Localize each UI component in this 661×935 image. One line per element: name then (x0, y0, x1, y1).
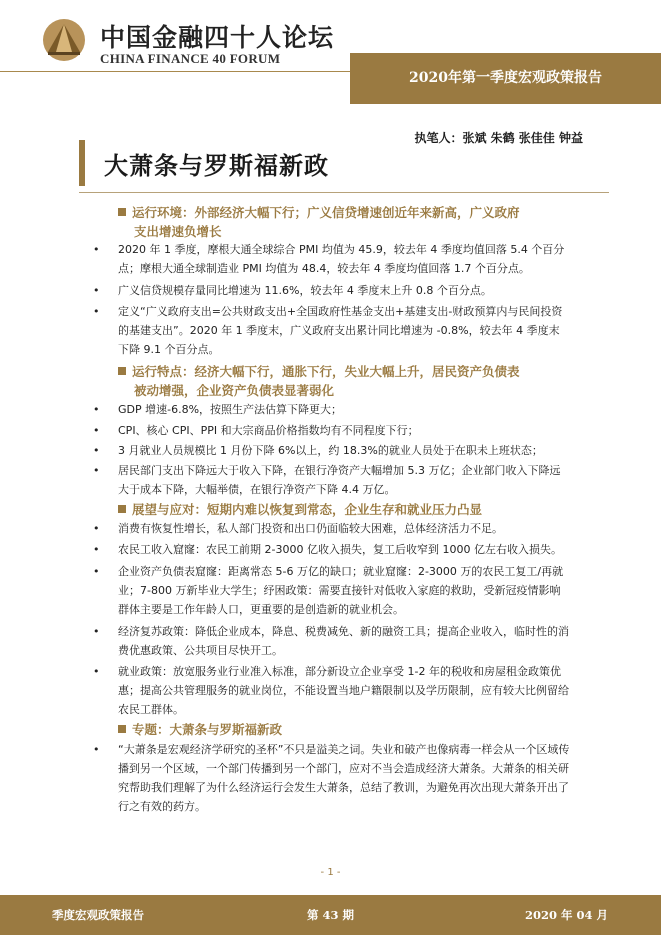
footer-issue: 第 43 期 (306, 908, 354, 922)
bullet-icon: • (93, 743, 100, 756)
list-item-text: 3 月就业人员规模比 1 月份下降 6%以上，约 18.3%的就业人员处于在职未上班状态； (118, 444, 543, 457)
list-item-text: 企业资产负债表窟窿：距离常态 5-6 万亿的缺口；就业窟窿：2-3000 万的农民工复工/再就业；7-800 万新毕业大学生；纾困政策：需要直接针对低收入家庭的救助，受新冠疫情影响群体主要是工作年龄人口，更重要的是创造新的就业机会。 (118, 565, 564, 616)
bullet-icon: • (93, 243, 100, 256)
bullet-icon: • (93, 522, 100, 535)
list-item-text: 经济复苏政策：降低企业成本，降息、税费减免、新的融资工具；提高企业收入，临时性的消费优惠政策、公共项目尽快开工。 (118, 625, 569, 657)
section-heading-text: 被动增强，企业资产负债表显著弱化 (134, 383, 335, 398)
list-item (93, 662, 570, 719)
list-item (93, 740, 570, 816)
square-bullet-icon (118, 367, 126, 375)
list-item (93, 519, 570, 538)
section-heading-text: 支出增速负增长 (134, 224, 222, 239)
bullet-icon: • (93, 305, 100, 318)
bullet-icon: • (93, 403, 100, 416)
list-item (93, 400, 570, 419)
section-heading (118, 720, 588, 739)
logo-chinese-name: 中国金融四十人论坛 (100, 23, 335, 52)
page-number: - 1 - (320, 867, 341, 878)
bullet-icon: • (93, 543, 100, 556)
list-item-text: 农民工收入窟窿：农民工前期 2-3000 亿收入损失，复工后收窄到 1000 亿左右收入损失。 (118, 543, 562, 556)
list-item-text: 居民部门支出下降远大于收入下降，在银行净资产大幅增加 5.3 万亿；企业部门收入下降远大于成本下降，大幅举债，在银行净资产下降 4.4 万亿。 (118, 464, 561, 496)
list-item-text: 就业政策：放宽服务业行业准入标准，部分新设立企业享受 1-2 年的税收和房屋租金政策优惠；提高公共管理服务的就业岗位，不能设置当地户籍限制以及学历限制，应有较大比例留给农民工群体。 (118, 665, 569, 716)
square-bullet-icon (118, 725, 126, 733)
list-item (93, 281, 570, 300)
list-item (93, 240, 570, 278)
footer-report-name: 季度宏观政策报告 (52, 908, 144, 922)
list-item (93, 421, 570, 440)
list-item-text: 2020 年 1 季度，摩根大通全球综合 PMI 均值为 45.9，较去年 4 季度均值回落 5.4 个百分点；摩根大通全球制造业 PMI 均值为 48.4，较去年 4 季度均值回落 1.7 个百分点。 (118, 243, 565, 275)
list-item-text: CPI、核心 CPI、PPI 和大宗商品价格指数均有不同程度下行； (118, 424, 419, 437)
logo-english-name: CHINA FINANCE 40 FORUM (100, 51, 281, 66)
section-heading (118, 500, 588, 519)
bullet-icon: • (93, 444, 100, 457)
section-heading-text: 运行特点：经济大幅下行，通胀下行，失业大幅上升，居民资产负债表 (132, 364, 520, 379)
header-rule (0, 71, 350, 72)
list-item (93, 461, 570, 499)
bullet-icon: • (93, 625, 100, 638)
list-item-text: GDP 增速-6.8%，按照生产法估算下降更大； (118, 403, 343, 416)
square-bullet-icon (118, 505, 126, 513)
list-item-text: 广义信贷规模存量同比增速为 11.6%，较去年 4 季度末上升 0.8 个百分点。 (118, 284, 492, 297)
section-heading-text: 专题：大萧条与罗斯福新政 (132, 722, 283, 737)
report-title: 2020年第一季度宏观政策报告 (409, 70, 602, 86)
section-heading (118, 203, 588, 241)
section-heading-text: 展望与应对：短期内难以恢复到常态，企业生存和就业压力凸显 (132, 502, 483, 517)
bullet-icon: • (93, 665, 100, 678)
list-item (93, 441, 570, 460)
list-item (93, 622, 570, 660)
list-item (93, 302, 570, 359)
forum-logo-icon (42, 18, 86, 62)
list-item-text: “大萧条是宏观经济学研究的圣杯”不只是溢美之词。失业和破产也像病毒一样会从一个区域传播到另一个区域，一个部门传播到另一个部门，应对不当会造成经济大萧条。大萧条的相关研究帮助我们理解了为什么经济运行会发生大萧条，总结了教训，为避免再次出现大萧条开出了行之有效的药方。 (118, 743, 570, 813)
section-heading-text: 运行环境：外部经济大幅下行；广义信贷增速创近年来新高，广义政府 (132, 205, 520, 220)
page-title: 大萧条与罗斯福新政 (104, 151, 329, 180)
list-item-text: 定义“广义政府支出=公共财政支出+全国政府性基金支出+基建支出-财政预算内与民间投资的基建支出”。2020 年 1 季度末，广义政府支出累计同比增速为 -0.8%，较去年 4 季度末下降 9.1 个百分点。 (118, 305, 563, 356)
footer-date: 2020 年 04 月 (524, 908, 608, 922)
bullet-icon: • (93, 424, 100, 437)
section-heading (118, 362, 588, 400)
list-item (93, 540, 570, 559)
title-accent-bar (79, 140, 85, 186)
bullet-icon: • (93, 284, 100, 297)
list-item (93, 562, 570, 619)
bullet-icon: • (93, 464, 100, 477)
bullet-icon: • (93, 565, 100, 578)
authors: 执笔人：张斌 朱鹤 张佳佳 钟益 (414, 131, 583, 145)
list-item-text: 消费有恢复性增长，私人部门投资和出口仍面临较大困难，总体经济活力不足。 (118, 522, 503, 535)
title-rule (79, 192, 609, 193)
square-bullet-icon (118, 208, 126, 216)
